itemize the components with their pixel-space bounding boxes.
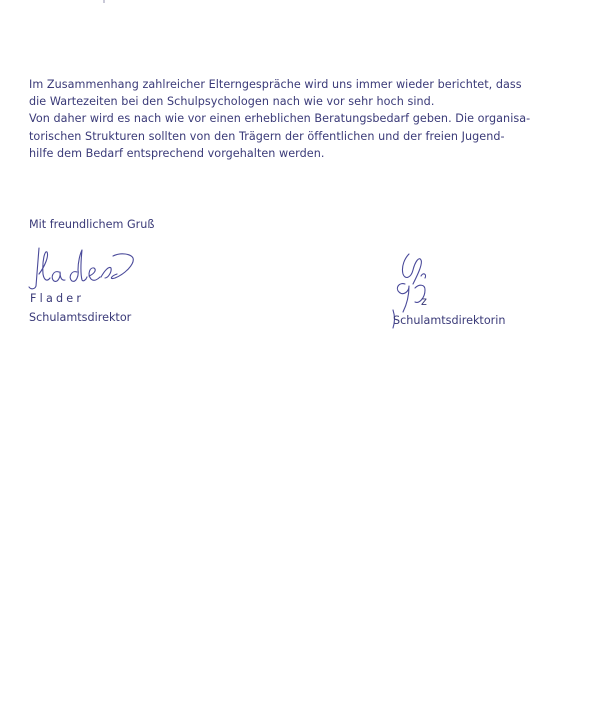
letter-body: [29, 76, 595, 162]
signature-flader: [25, 246, 160, 296]
signatory-title: Schulamtsdirektorin: [393, 314, 506, 327]
signatory-name: Flader: [30, 292, 85, 305]
signatory-name: z: [421, 295, 427, 308]
body-line: torischen Strukturen sollten von den Trägern der öffentlichen und der freien Jugend-: [29, 129, 505, 143]
body-line: Im Zusammenhang zahlreicher Elterngespräche wird uns immer wieder berichtet, dass: [29, 78, 522, 91]
scan-mark: [103, 0, 105, 3]
signatory-title: Schulamtsdirektor: [29, 311, 132, 324]
closing-salutation: Mit freundlichem Gruß: [29, 218, 155, 231]
body-line: die Wartezeiten bei den Schulpsychologen nach wie vor sehr hoch sind.: [29, 95, 435, 109]
body-line: hilfe dem Bedarf entsprechend vorgehalten werden.: [29, 146, 325, 160]
body-line: Von daher wird es nach wie vor einen erheblichen Beratungsbedarf geben. Die organisa-: [29, 112, 531, 126]
